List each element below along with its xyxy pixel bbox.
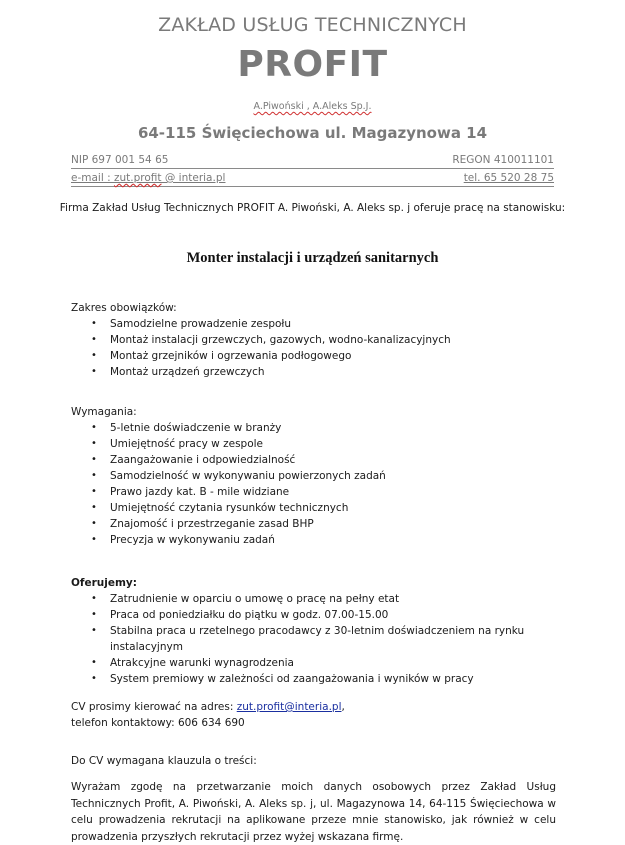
- contact-row: [71, 172, 554, 187]
- clause-label: Do CV wymagana klauzula o treści:: [71, 755, 257, 767]
- list-item: • Montaż grzejników i ogrzewania podłogowego: [91, 350, 352, 362]
- regon-number: REGON 410011101: [452, 154, 554, 166]
- requirements-section: [71, 404, 561, 548]
- list-item: • Zaangażowanie i odpowiedzialność: [91, 454, 296, 466]
- requirements-list: [71, 420, 561, 548]
- responsibilities-section: [71, 300, 561, 380]
- bullet-icon: •: [91, 318, 97, 329]
- bullet-icon: •: [91, 470, 97, 481]
- section-heading: Oferujemy:: [71, 577, 137, 589]
- list-item: • Praca od poniedziałku do piątku w godz. 07.00-15.00: [91, 609, 389, 621]
- offer-list: [71, 591, 561, 687]
- cv-address-line: CV prosimy kierować na adres: zut.profit@interia.pl,: [71, 701, 345, 713]
- list-item: • Umiejętność pracy w zespole: [91, 438, 264, 450]
- list-item: • Umiejętność czytania rysunków technicznych: [91, 502, 349, 514]
- cv-email-link[interactable]: zut.profit@interia.pl: [236, 701, 342, 713]
- owners-line: [0, 101, 625, 112]
- bullet-icon: •: [91, 454, 97, 465]
- responsibilities-list: [71, 316, 561, 380]
- bullet-icon: •: [91, 438, 97, 449]
- list-item: • Samodzielne prowadzenie zespołu: [91, 318, 292, 330]
- header-phone: tel. 65 520 28 75: [463, 172, 554, 184]
- list-item: • Montaż urządzeń grzewczych: [91, 366, 265, 378]
- bullet-icon: •: [91, 657, 97, 668]
- header-email: e-mail : zut.profit @ interia.pl: [71, 172, 226, 184]
- consent-clause: Wyrażam zgodę na przetwarzanie moich danych osobowych przez Zakład Usług Technicznych Profit, A. Piwoński, A. Aleks sp. j, ul. Magazynowa 14, 64-115 Święciechowa w celu prowadzenia rekrutacji na aplikowane przeze mnie stanowisko, jak również w celu prowadzenia przyszłych rekrutacji przez wyżej wskazana firmę.: [71, 781, 556, 843]
- bullet-icon: •: [91, 534, 97, 545]
- bullet-icon: •: [91, 609, 97, 620]
- email-user: zut.profit: [113, 172, 162, 184]
- bullet-icon: •: [91, 334, 97, 345]
- contact-block: [71, 699, 345, 731]
- intro-text: Firma Zakład Usług Technicznych PROFIT A. Piwoński, A. Aleks sp. j oferuje pracę na stanowisku:: [59, 202, 566, 214]
- bullet-icon: •: [91, 593, 97, 604]
- registration-row: [71, 154, 554, 169]
- list-item: • Zatrudnienie w oparciu o umowę o pracę na pełny etat: [91, 593, 400, 605]
- list-item: • Precyzja w wykonywaniu zadań: [91, 534, 275, 546]
- bullet-icon: •: [91, 350, 97, 361]
- section-heading: Wymagania:: [71, 406, 137, 418]
- company-address: 64-115 Święciechowa ul. Magazynowa 14: [137, 124, 488, 142]
- owners-text: A.Piwoński , A.Aleks Sp.J.: [253, 101, 372, 112]
- bullet-icon: •: [91, 502, 97, 513]
- brand-name: PROFIT: [237, 44, 388, 85]
- list-item: • System premiowy w zależności od zaangażowania i wyników w pracy: [91, 673, 474, 685]
- list-item: • Atrakcyjne warunki wynagrodzenia: [91, 657, 294, 669]
- bullet-icon: •: [91, 486, 97, 497]
- job-title: Monter instalacji i urządzeń sanitarnych: [186, 250, 439, 266]
- list-item: • Prawo jazdy kat. B - mile widziane: [91, 486, 290, 498]
- bullet-icon: •: [91, 673, 97, 684]
- bullet-icon: •: [91, 422, 97, 433]
- section-heading: Zakres obowiązków:: [71, 302, 177, 314]
- company-name: ZAKŁAD USŁUG TECHNICZNYCH: [158, 14, 467, 36]
- nip-number: NIP 697 001 54 65: [71, 154, 169, 166]
- bullet-icon: •: [91, 518, 97, 529]
- list-item: • Znajomość i przestrzeganie zasad BHP: [91, 518, 314, 530]
- contact-phone: telefon kontaktowy: 606 634 690: [71, 717, 245, 729]
- bullet-icon: •: [91, 625, 97, 636]
- list-item: • 5-letnie doświadczenie w branży: [91, 422, 282, 434]
- list-item: • Montaż instalacji grzewczych, gazowych, wodno-kanalizacyjnych: [91, 334, 451, 346]
- list-item: • Samodzielność w wykonywaniu powierzonych zadań: [91, 470, 386, 482]
- offer-section: [71, 575, 561, 687]
- bullet-icon: •: [91, 366, 97, 377]
- list-item: • Stabilna praca u rzetelnego pracodawcy z 30-letnim doświadczeniem na rynku instalacyjnym: [91, 625, 525, 653]
